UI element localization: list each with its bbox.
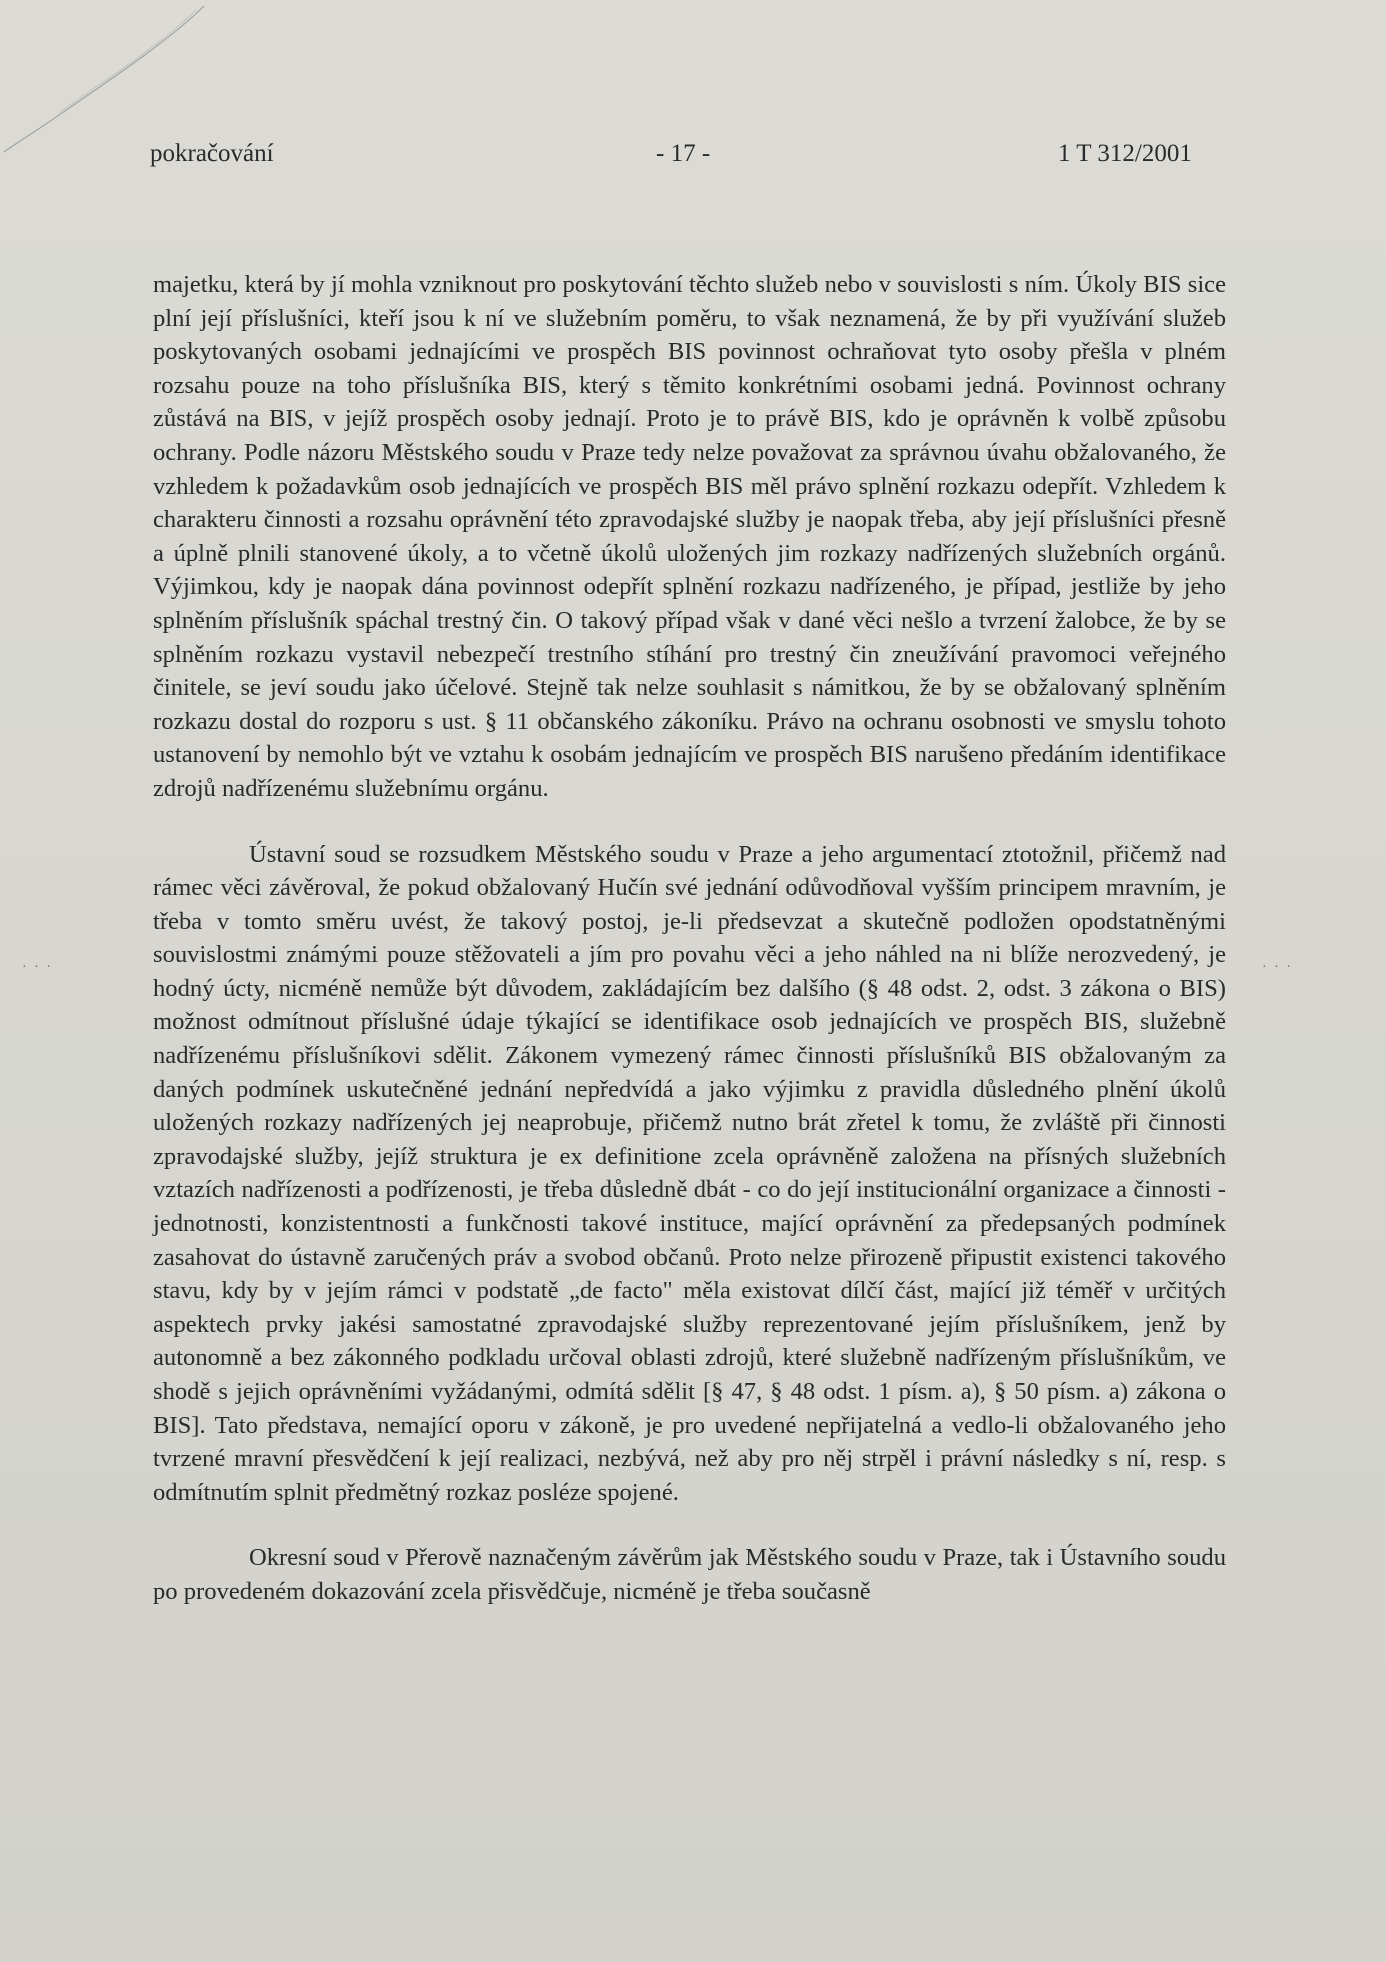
paragraph-3: Okresní soud v Přerově naznačeným závěrům jak Městského soudu v Praze, tak i Ústavního soudu po provedeném dokazování zcela přisvědčuje, nicméně je třeba současně <box>153 1544 1226 1605</box>
paragraph-2: Ústavní soud se rozsudkem Městského soudu v Praze a jeho argumentací ztotožnil, přičemž nad rámec věci závěroval, že pokud obžalovaný Hučín své jednání odůvodňoval vyšším principem mravním, je třeba v tomto směru uvést, že takový postoj, je-li předsevzat a skutečně podložen opodstatněnými souvislostmi známými pouze stěžovateli a jím pro povahu věci a jeho náhled na ni blíže nerozvedený, je hodný úcty, nicméně nemůže být důvodem, zakládajícím bez dalšího (§ 48 odst. 2, odst. 3 zákona o BIS) možnost odmítnout příslušné údaje týkající se identifikace osob jednajících ve prospěch BIS, služebně nadřízenému příslušníkovi sdělit. Zákonem vymezený rámec činnosti příslušníků BIS obžalovaným za daných podmínek uskutečněné jednání nepředvídá a jako výjimku z pravidla důsledného plnění úkolů uložených rozkazy nadřízených jej neaprobuje, přičemž nutno brát zřetel k tomu, že zvláště při činnosti zpravodajské služby, jejíž struktura je ex definitione zcela oprávněně založena na přísných služebních vztazích nadřízenosti a podřízenosti, je třeba důsledně dbát - co do její institucionální organizace a činnosti - jednotnosti, konzistentnosti a funkčnosti takové instituce, mající oprávnění za předepsaných podmínek zasahovat do ústavně zaručených práv a svobod občanů. Proto nelze přirozeně připustit existenci takového stavu, kdy by v jejím rámci v podstatě „de facto" měla existovat dílčí část, mající již téměř v určitých aspektech prvky jakési samostatné zpravodajské služby reprezentované jejím příslušníkem, jenž by autonomně a bez zákonného podkladu určoval oblasti zdrojů, které služebně nadřízeným příslušníkům, ve shodě s jejich oprávněními vyžádanými, odmítá sdělit [§ 47, § 48 odst. 1 písm. a), § 50 písm. a) zákona o BIS]. Tato představa, nemající oporu v zákoně, je pro uvedené nepřijatelná a vedlo-li obžalovaného jeho tvrzené mravní přesvědčení k její realizaci, nezbývá, než aby pro něj strpěl i právní následky s ní, resp. s odmítnutím splnit předmětný rozkaz posléze spojené. <box>153 840 1226 1506</box>
case-number: 1 T 312/2001 <box>1058 140 1192 167</box>
margin-mark-right: · · · <box>1262 960 1293 975</box>
page-header <box>150 140 1210 180</box>
page-number: - 17 - <box>656 140 711 167</box>
continuation-label: pokračování <box>150 140 274 167</box>
document-body <box>153 268 1226 1609</box>
paragraph-1: majetku, která by jí mohla vzniknout pro poskytování těchto služeb nebo v souvislosti s ním. Úkoly BIS sice plní její příslušníci, kteří jsou k ní ve služebním poměru, to však neznamená, že by při využívání služeb poskytovaných osobami jednajícími ve prospěch BIS povinnost ochraňovat tyto osoby přešla v plném rozsahu pouze na toho příslušníka BIS, který s těmito konkrétními osobami jedná. Povinnost ochrany zůstává na BIS, v jejíž prospěch osoby jednají. Proto je to právě BIS, kdo je oprávněn k volbě způsobu ochrany. Podle názoru Městského soudu v Praze tedy nelze považovat za správnou úvahu obžalovaného, že vzhledem k požadavkům osob jednajících ve prospěch BIS měl právo splnění rozkazu odepřít. Vzhledem k charakteru činnosti a rozsahu oprávnění této zpravodajské služby je naopak třeba, aby její příslušníci přesně a úplně plnili stanovené úkoly, a to včetně úkolů uložených jim rozkazy nadřízených služebních orgánů. Výjimkou, kdy je naopak dána povinnost odepřít splnění rozkazu nadřízeného, je případ, jestliže by jeho splněním příslušník spáchal trestný čin. O takový případ však v dané věci nešlo a tvrzení žalobce, že by se splněním rozkazu vystavil nebezpečí trestního stíhání pro trestný čin zneužívání pravomoci veřejného činitele, se jeví soudu jako účelové. Stejně tak nelze souhlasit s námitkou, že by se obžalovaný splněním rozkazu dostal do rozporu s ust. § 11 občanského zákoníku. Právo na ochranu osobnosti ve smyslu tohoto ustanovení by nemohlo být ve vztahu k osobám jednajícím ve prospěch BIS narušeno předáním identifikace zdrojů nadřízenému služebnímu orgánu. <box>153 271 1226 802</box>
margin-mark-left: · · · <box>22 960 53 975</box>
